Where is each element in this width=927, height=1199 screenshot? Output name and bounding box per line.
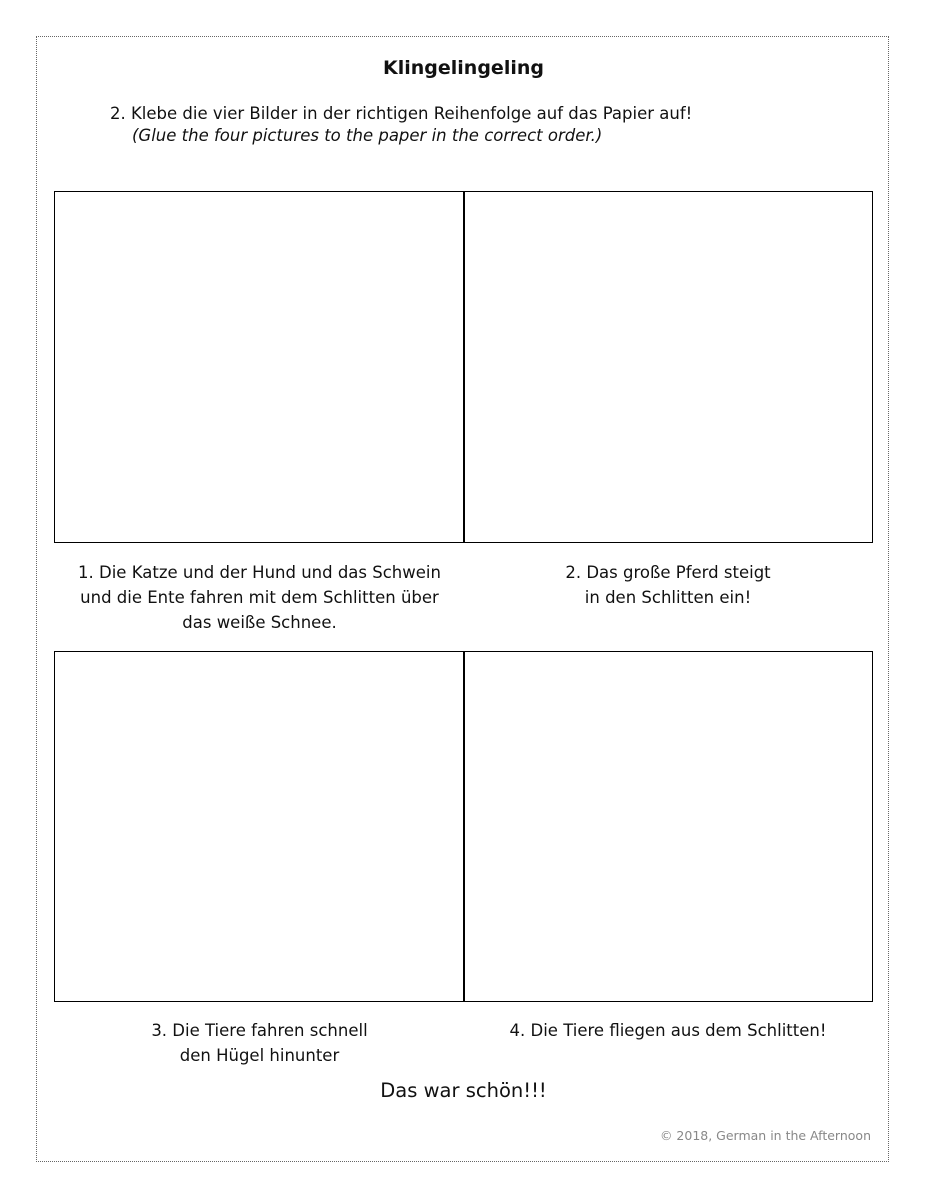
picture-frame-4 bbox=[463, 651, 873, 1002]
picture-frame-2 bbox=[463, 191, 873, 543]
instruction-block bbox=[110, 103, 692, 147]
instruction-german: 2. Klebe die vier Bilder in der richtigen Reihenfolge auf das Papier auf! bbox=[110, 104, 693, 123]
caption-3: 3. Die Tiere fahren schnell den Hügel hinunter bbox=[151, 1021, 368, 1065]
picture-frame-1 bbox=[54, 191, 465, 543]
copyright-notice: © 2018, German in the Afternoon bbox=[659, 1128, 871, 1143]
caption-1: 1. Die Katze und der Hund und das Schwein und die Ente fahren mit dem Schlitten über das weiße Schnee. bbox=[78, 563, 441, 632]
worksheet-title: Klingelingeling bbox=[383, 57, 544, 79]
instruction-english: (Glue the four pictures to the paper in the correct order.) bbox=[132, 126, 603, 145]
closing-line: Das war schön!!! bbox=[380, 1079, 547, 1102]
caption-4: 4. Die Tiere fliegen aus dem Schlitten! bbox=[509, 1021, 827, 1040]
picture-frame-3 bbox=[54, 651, 465, 1002]
caption-2: 2. Das große Pferd steigt in den Schlitten ein! bbox=[565, 563, 771, 607]
